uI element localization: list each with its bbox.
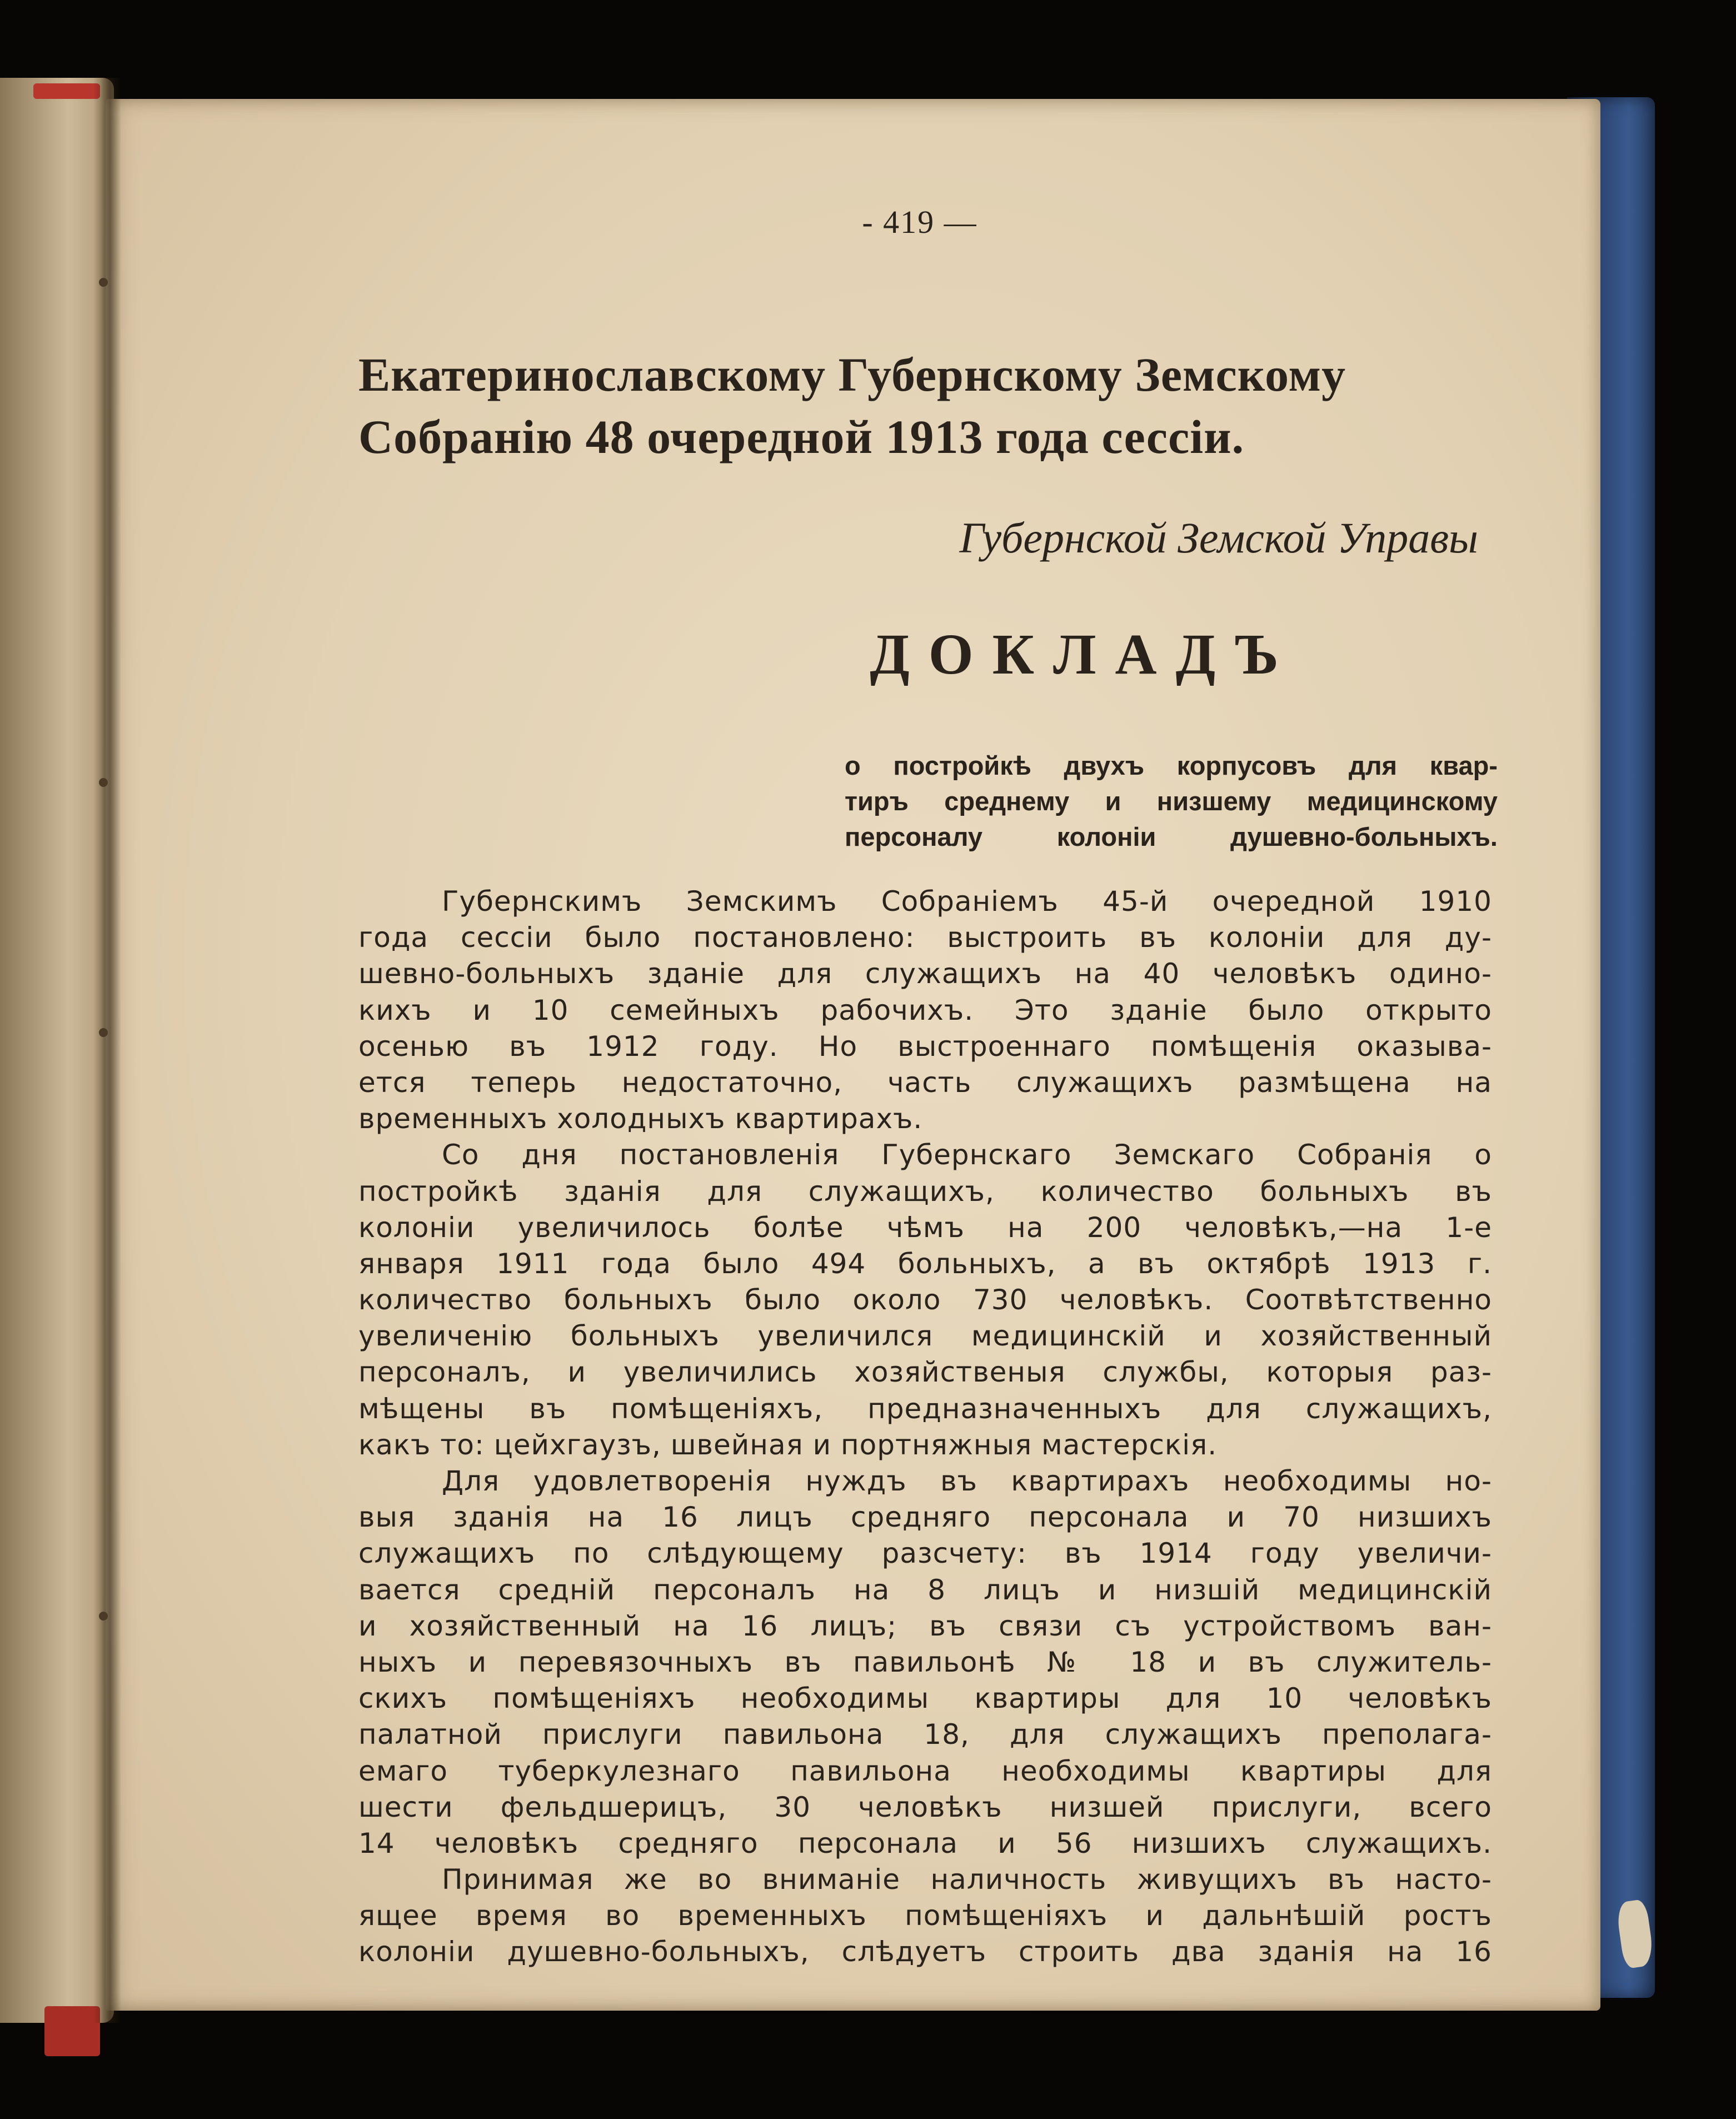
binding-stitch — [99, 1612, 108, 1621]
body-line: мѣщены въ помѣщеніяхъ, предназначенныхъ для служащихъ, — [358, 1392, 1492, 1425]
body-line: Для удовлетворенія нуждъ въ квартирахъ необходимы но- — [442, 1465, 1492, 1497]
issuer-line: Губернской Земской Управы — [959, 513, 1478, 562]
bookmark-ribbon-top — [33, 83, 100, 99]
body-line: постройкѣ зданія для служащихъ, количество больныхъ въ — [358, 1175, 1492, 1208]
body-line: Принимая же во вниманіе наличность живущихъ въ насто- — [442, 1863, 1492, 1896]
body-line: ящее время во временныхъ помѣщеніяхъ и дальнѣшій ростъ — [358, 1899, 1492, 1932]
body-line: и хозяйственный на 16 лицъ; въ связи съ устройствомъ ван- — [358, 1609, 1492, 1642]
heading-line: Собранію 48 очередной 1913 года сессіи. — [358, 410, 1245, 463]
body-line: скихъ помѣщеніяхъ необходимы квартиры для 10 человѣкъ — [358, 1682, 1492, 1715]
body-line: ныхъ и перевязочныхъ въ павильонѣ № 18 и въ служитель- — [358, 1646, 1492, 1678]
body-line: 14 человѣкъ средняго персонала и 56 низшихъ служащихъ. — [358, 1827, 1492, 1859]
body-line: января 1911 года было 494 больныхъ, а въ октябрѣ 1913 г. — [358, 1247, 1492, 1280]
heading-line: Екатеринославскому Губернскому Земскому — [358, 348, 1346, 401]
subtitle-line: о постройкѣ двухъ корпусовъ для квар- — [845, 751, 1498, 780]
body-line: палатной прислуги павильона 18, для служащихъ преполага- — [358, 1718, 1492, 1751]
body-text — [358, 884, 1492, 1971]
body-line: осенью въ 1912 году. Но выстроеннаго помѣщенія оказыва- — [358, 1030, 1492, 1063]
body-line: года сессіи было постановлено: выстроить въ колоніи для ду- — [358, 921, 1492, 954]
body-line: временныхъ холодныхъ квартирахъ. — [358, 1103, 923, 1135]
body-line: выя зданія на 16 лицъ средняго персонала и 70 низшихъ — [358, 1501, 1492, 1534]
body-line: шести фельдшерицъ, 30 человѣкъ низшей прислуги, всего — [358, 1791, 1492, 1823]
body-line: увеличенію больныхъ увеличился медицинскій и хозяйственный — [358, 1320, 1492, 1353]
body-line: кихъ и 10 семейныхъ рабочихъ. Это зданіе было открыто — [358, 994, 1492, 1026]
body-line: шевно-больныхъ зданіе для служащихъ на 40 человѣкъ одино- — [358, 958, 1492, 990]
body-line: колоніи увеличилось болѣе чѣмъ на 200 человѣкъ,—на 1-е — [358, 1211, 1492, 1244]
document-title: ДОКЛАДЪ — [870, 622, 1298, 686]
body-line: какъ то: цейхгаузъ, швейная и портняжныя мастерскія. — [358, 1428, 1218, 1461]
document-page — [106, 99, 1600, 2011]
binding-stitch — [99, 278, 108, 287]
document-subtitle — [845, 748, 1498, 855]
spine-shadow — [93, 78, 121, 2023]
subtitle-line: персоналу колоніи душевно-больныхъ. — [845, 822, 1498, 851]
body-line: Губернскимъ Земскимъ Собраніемъ 45-й очередной 1910 — [442, 885, 1492, 918]
body-line: ется теперь недостаточно, часть служащихъ размѣщена на — [358, 1066, 1492, 1099]
body-line: служащихъ по слѣдующему разсчету: въ 1914 году увеличи- — [358, 1537, 1492, 1570]
binding-stitch — [99, 778, 108, 787]
body-line: колоніи душевно-больныхъ, слѣдуетъ строить два зданія на 16 — [358, 1936, 1492, 1968]
body-line: персоналъ, и увеличились хозяйственыя службы, которыя раз- — [358, 1356, 1492, 1389]
binding-stitch — [99, 1028, 108, 1037]
body-line: Со дня постановленія Губернскаго Земскаго Собранія о — [442, 1139, 1492, 1171]
bookmark-ribbon-bottom — [44, 2006, 100, 2056]
body-line: емаго туберкулезнаго павильона необходимы квартиры для — [358, 1754, 1492, 1787]
subtitle-line: тиръ среднему и низшему медицинскому — [845, 786, 1498, 816]
body-line: количество больныхъ было около 730 человѣкъ. Соотвѣтственно — [358, 1284, 1492, 1317]
body-line: вается средній персоналъ на 8 лицъ и низшій медицинскій — [358, 1573, 1492, 1606]
page-number: - 419 — — [862, 204, 977, 240]
page-heading — [358, 343, 1492, 468]
